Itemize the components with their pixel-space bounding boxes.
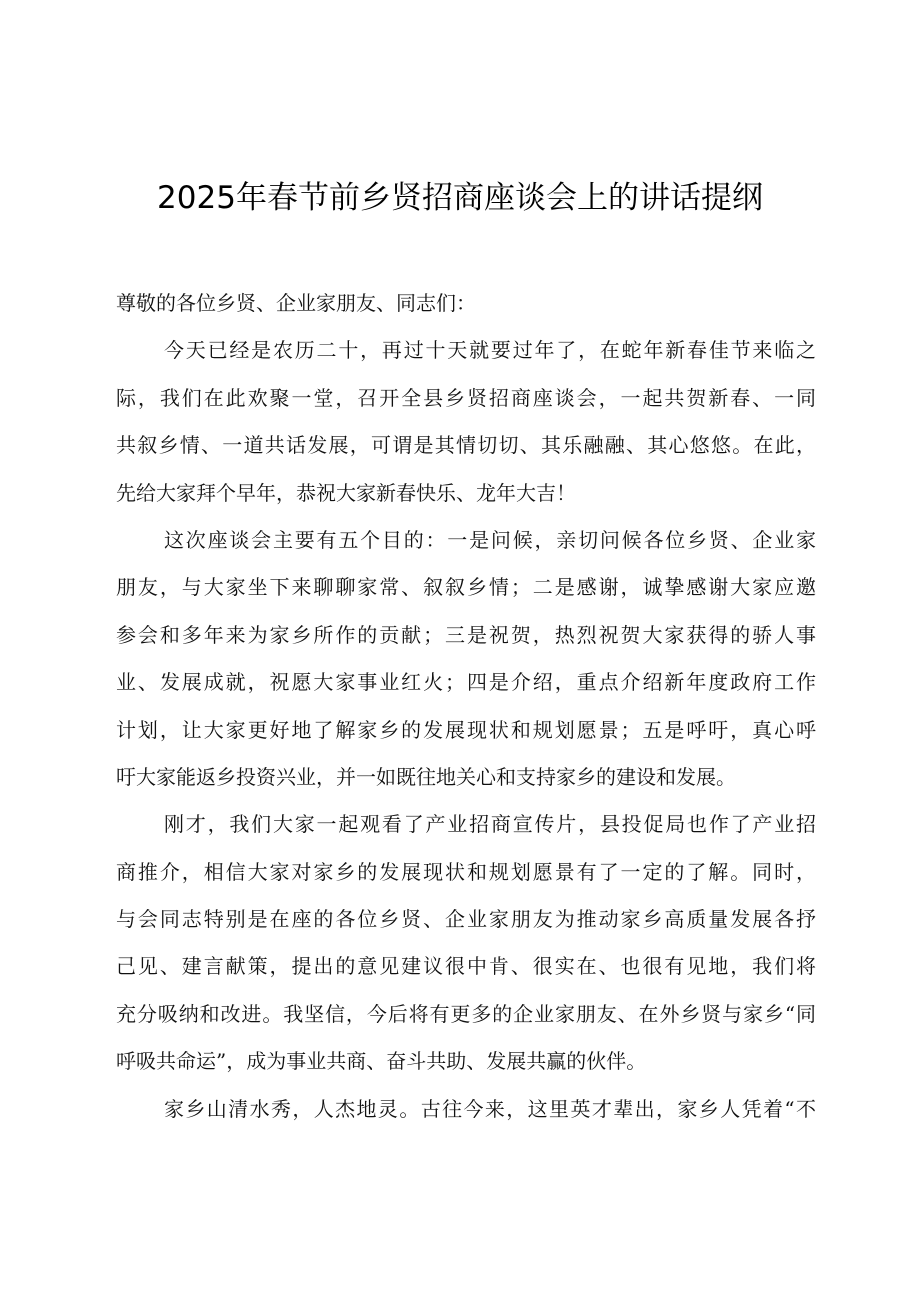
paragraph-1-line-3: 共叙乡情、一道共话发展，可谓是其情切切、其乐融融、其心悠悠。在此， [116, 433, 816, 458]
paragraph-3-line-5: 充分吸纳和改进。我坚信，今后将有更多的企业家朋友、在外乡贤与家乡“同 [116, 1001, 816, 1026]
paragraph-1-line-4: 先给大家拜个早年，恭祝大家新春快乐、龙年大吉！ [116, 480, 576, 505]
paragraph-2-line-2: 朋友，与大家坐下来聊聊家常、叙叙乡情；二是感谢，诚挚感谢大家应邀 [116, 575, 816, 600]
paragraph-3-line-4: 己见、建言献策，提出的意见建议很中肯、很实在、也很有见地，我们将 [116, 954, 816, 979]
salutation-line: 尊敬的各位乡贤、企业家朋友、同志们： [116, 291, 476, 315]
paragraph-1-line-1: 今天已经是农历二十，再过十天就要过年了，在蛇年新春佳节来临之 [164, 338, 816, 363]
paragraph-3-line-2: 商推介，相信大家对家乡的发展现状和规划愿景有了一定的了解。同时， [116, 859, 816, 884]
paragraph-4-line-1: 家乡山清水秀，人杰地灵。古往今来，这里英才辈出，家乡人凭着“不 [164, 1096, 816, 1121]
paragraph-3-line-6: 呼吸共命运”，成为事业共商、奋斗共助、发展共赢的伙伴。 [116, 1049, 647, 1074]
paragraph-3-line-3: 与会同志特别是在座的各位乡贤、企业家朋友为推动家乡高质量发展各抒 [116, 907, 816, 932]
paragraph-2-line-1: 这次座谈会主要有五个目的：一是问候，亲切问候各位乡贤、企业家 [164, 527, 816, 552]
paragraph-2-line-6: 吁大家能返乡投资兴业，并一如既往地关心和支持家乡的建设和发展。 [116, 764, 736, 789]
paragraph-3-line-1: 刚才，我们大家一起观看了产业招商宣传片，县投促局也作了产业招 [164, 812, 816, 837]
document-title: 2025年春节前乡贤招商座谈会上的讲话提纲 [157, 180, 763, 216]
paragraph-2-line-3: 参会和多年来为家乡所作的贡献；三是祝贺，热烈祝贺大家获得的骄人事 [116, 622, 816, 647]
paragraph-1-line-2: 际，我们在此欢聚一堂，召开全县乡贤招商座谈会，一起共贺新春、一同 [116, 385, 816, 410]
paragraph-2-line-5: 计划，让大家更好地了解家乡的发展现状和规划愿景；五是呼吁，真心呼 [116, 717, 816, 742]
paragraph-2-line-4: 业、发展成就，祝愿大家事业红火；四是介绍，重点介绍新年度政府工作 [116, 670, 816, 695]
document-body [116, 284, 816, 1137]
